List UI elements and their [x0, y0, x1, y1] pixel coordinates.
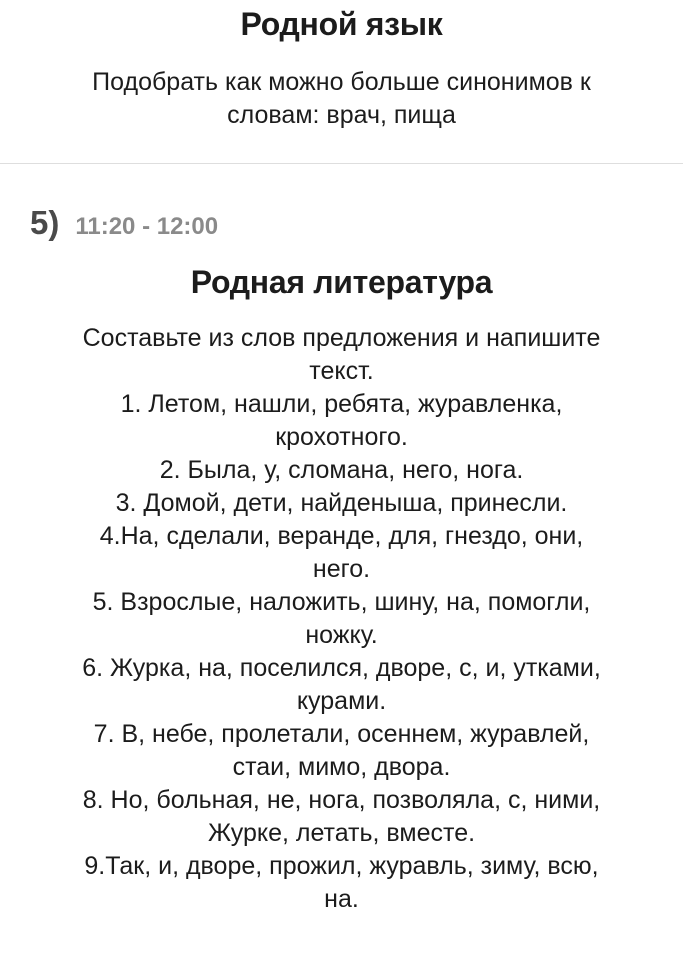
lesson-number: 5) [30, 204, 60, 241]
lesson-block-native-language [0, 0, 683, 164]
subject-title: Родная литература [190, 264, 493, 300]
lesson-header [0, 204, 683, 248]
homework-task-text: Составьте из слов предложения и напишите текст. 1. Летом, нашли, ребята, журавленка, крохотного. 2. Была, у, сломана, него, нога. 3. Домой, дети, найденыша, принесли. 4.На, сделали, веранде, для, гнездо, они, него. 5. Взрослые, наложить, шину, на, помогли, ножку. 6. Журка, на, поселился, дворе, с, и, утками, курами. 7. В, небе, пролетали, осеннем, журавлей, стаи, мимо, двора. 8. Но, больная, не, нога, позволяла, с, ними, Журке, летать, вместе. 9.Так, и, дворе, прожил, журавль, зиму, всю, на. [82, 324, 601, 913]
lesson-time: 11:20 - 12:00 [75, 213, 219, 240]
subject-title: Родной язык [240, 6, 443, 42]
homework-task-text: Подобрать как можно больше синонимов к словам: врач, пища [92, 68, 591, 129]
lesson-block-native-literature [0, 164, 683, 916]
